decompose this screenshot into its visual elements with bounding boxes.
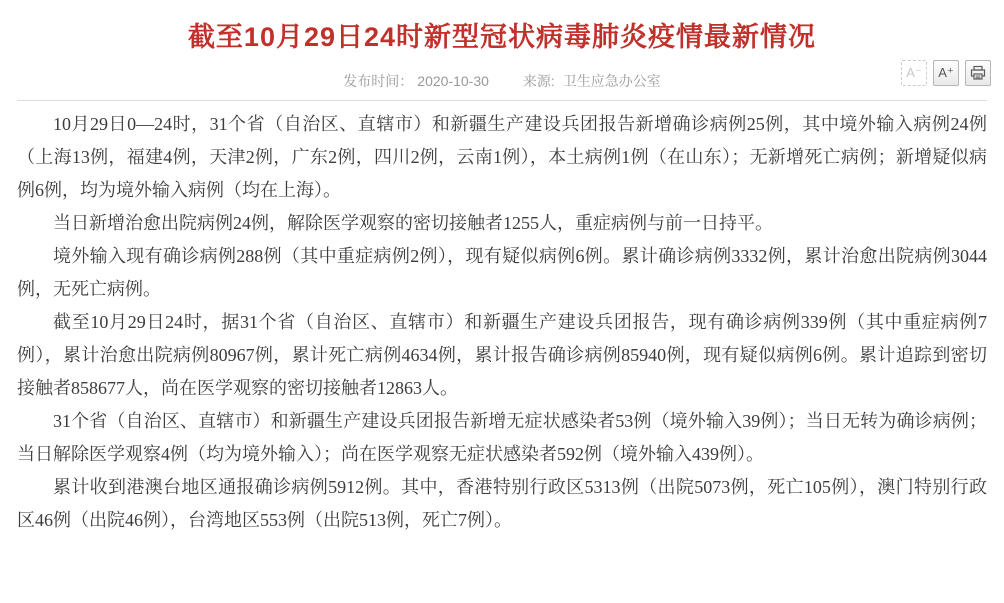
- source-label: 来源:: [522, 73, 555, 89]
- font-decrease-button[interactable]: A⁻: [901, 60, 927, 86]
- article-paragraph: 境外输入现有确诊病例288例（其中重症病例2例），现有疑似病例6例。累计确诊病例3332例，累计治愈出院病例3044例，无死亡病例。: [17, 246, 987, 299]
- article-meta: [0, 71, 1004, 91]
- article-toolbar: [901, 60, 991, 86]
- article-paragraph: 截至10月29日24时，据31个省（自治区、直辖市）和新疆生产建设兵团报告，现有确诊病例339例（其中重症病例7例），累计治愈出院病例80967例，累计死亡病例4634例，累计报告确诊病例85940例，现有疑似病例6例。累计追踪到密切接触者858677人，尚在医学观察的密切接触者12863人。: [17, 312, 987, 398]
- article-body: [17, 108, 987, 537]
- print-button[interactable]: [965, 60, 991, 86]
- article-paragraph: 当日新增治愈出院病例24例，解除医学观察的密切接触者1255人，重症病例与前一日持平。: [53, 213, 773, 233]
- publish-date-value: 2020-10-30: [417, 73, 489, 89]
- page-title: 截至10月29日24时新型冠状病毒肺炎疫情最新情况: [187, 22, 817, 52]
- article-paragraph: 31个省（自治区、直辖市）和新疆生产建设兵团报告新增无症状感染者53例（境外输入39例）；当日无转为确诊病例；当日解除医学观察4例（均为境外输入）；尚在医学观察无症状感染者592例（境外输入439例）。: [17, 411, 987, 464]
- article-header: [0, 0, 1004, 100]
- header-divider: [17, 100, 987, 101]
- font-increase-button[interactable]: A⁺: [933, 60, 959, 86]
- publish-date-label: 发布时间：: [343, 73, 414, 89]
- printer-icon: [970, 65, 986, 81]
- article-paragraph: 10月29日0—24时，31个省（自治区、直辖市）和新疆生产建设兵团报告新增确诊病例25例，其中境外输入病例24例（上海13例，福建4例，天津2例，广东2例，四川2例，云南1例），本土病例1例（在山东）；无新增死亡病例；新增疑似病例6例，均为境外输入病例（均在上海）。: [17, 114, 987, 200]
- article-paragraph: 累计收到港澳台地区通报确诊病例5912例。其中，香港特别行政区5313例（出院5073例，死亡105例），澳门特别行政区46例（出院46例），台湾地区553例（出院513例，死亡7例）。: [17, 477, 987, 530]
- source-value: 卫生应急办公室: [562, 73, 661, 89]
